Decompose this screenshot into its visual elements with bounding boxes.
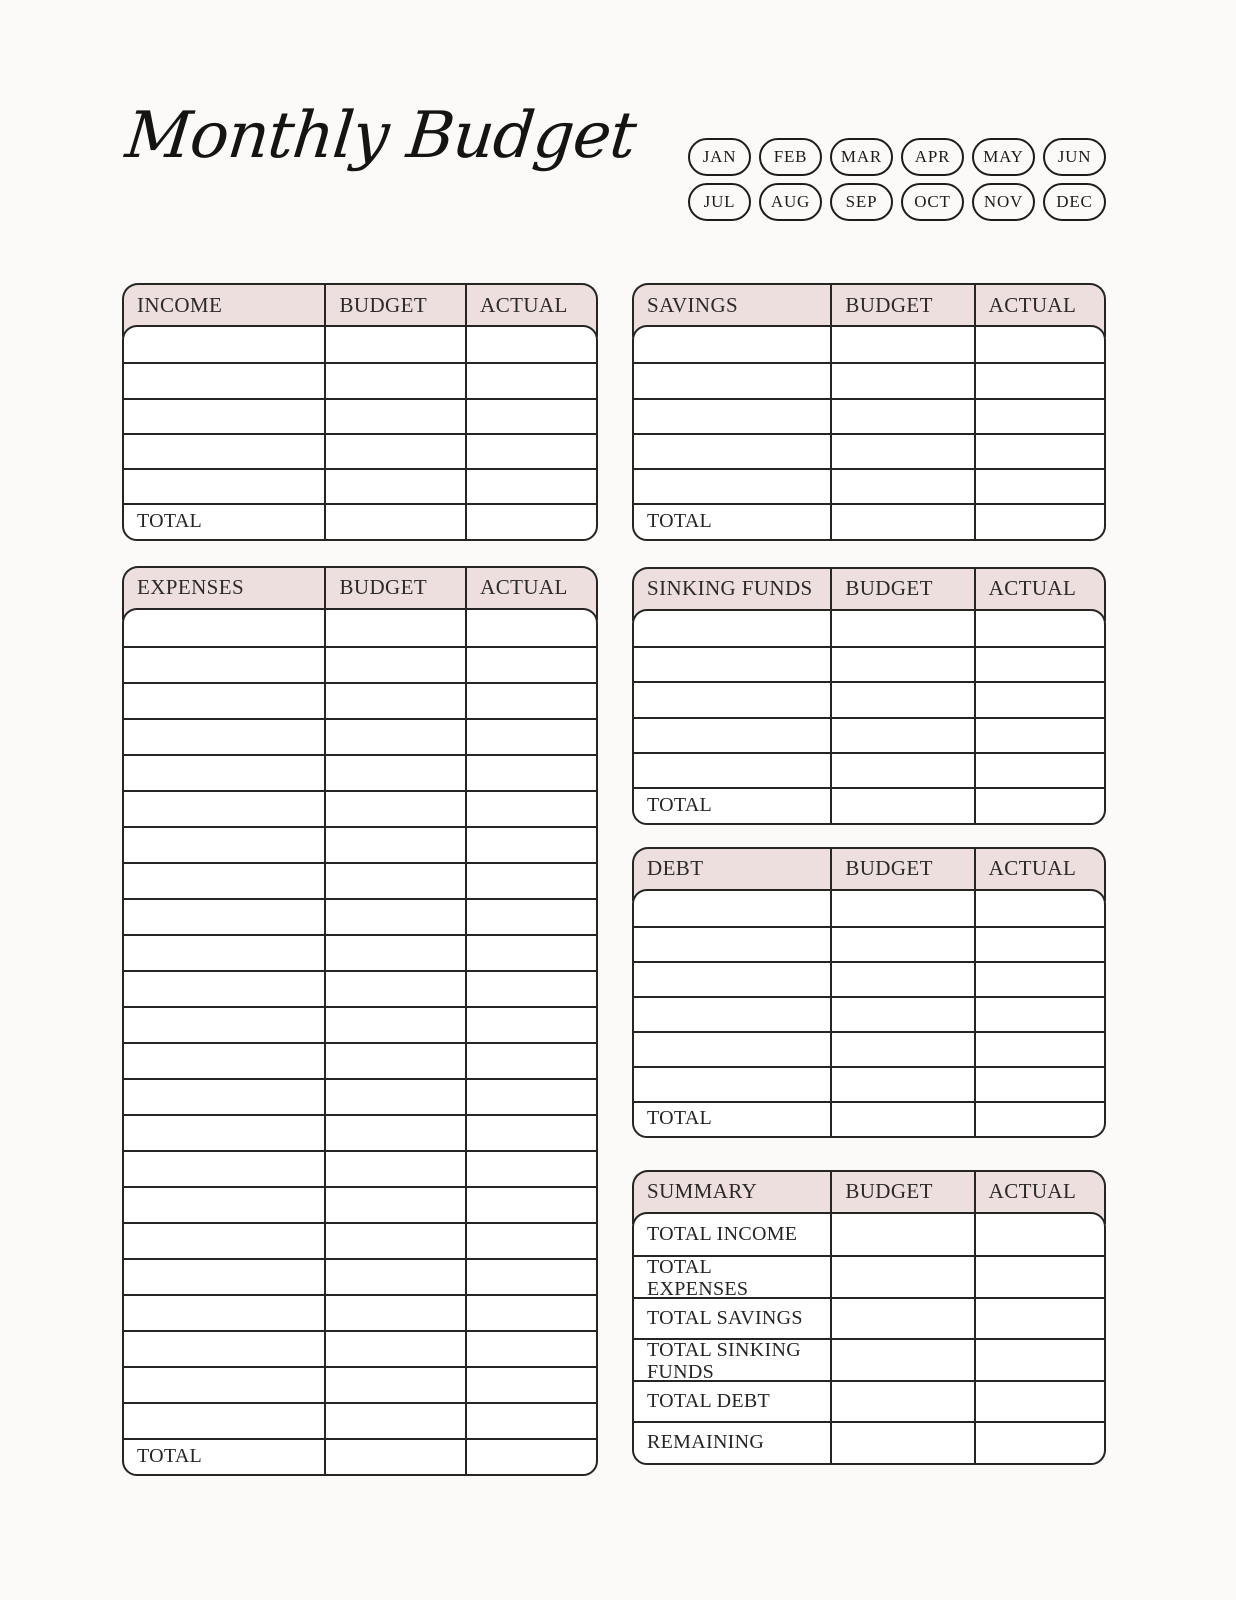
savings-row [634,468,1104,503]
sinking_funds-row [634,646,1104,681]
expenses-row [124,934,596,970]
savings-cell[interactable] [832,435,975,468]
month-pill-sep[interactable]: SEP [830,183,893,221]
month-pill-feb[interactable]: FEB [759,138,822,176]
expenses-cell[interactable] [326,720,467,754]
expenses-cell[interactable] [124,1116,326,1150]
savings-table-body [632,325,1106,541]
expenses-row [124,1330,596,1366]
income-budget-header: BUDGET [326,285,467,325]
expenses-row [124,754,596,790]
summary-cell[interactable] [832,1257,975,1300]
expenses-cell[interactable] [124,1224,326,1258]
month-pill-may[interactable]: MAY [972,138,1035,176]
debt-cell[interactable] [634,963,832,996]
debt-budget-header: BUDGET [832,849,975,889]
debt-table-body [632,889,1106,1138]
debt-cell[interactable] [832,1068,975,1101]
savings-cell[interactable] [976,327,1104,362]
sinking_funds-row [634,611,1104,646]
expenses-row [124,862,596,898]
savings-cell[interactable] [634,400,832,433]
expenses-cell[interactable] [326,1080,467,1114]
income-cell[interactable] [467,364,596,397]
summary-table [632,1170,1106,1465]
debt-table [632,847,1106,1138]
month-row-1 [688,138,1106,176]
sinking_funds-row [634,787,1104,822]
debt-row [634,1101,1104,1136]
month-pill-mar[interactable]: MAR [830,138,893,176]
debt-cell[interactable] [976,928,1104,961]
expenses-cell[interactable] [124,936,326,970]
expenses-cell[interactable] [326,1332,467,1366]
sinking_funds-cell[interactable] [976,754,1104,787]
savings-cell[interactable] [976,505,1104,538]
income-cell[interactable] [326,470,467,503]
expenses-row [124,646,596,682]
summary-table-body [632,1212,1106,1465]
sinking_funds-row [634,752,1104,787]
sinking_funds-cell[interactable] [634,719,832,752]
expenses-cell[interactable] [467,684,596,718]
expenses-cell[interactable] [124,1008,326,1042]
income-cell[interactable] [326,327,467,362]
expenses-cell[interactable] [326,1368,467,1402]
expenses-cell[interactable] [124,972,326,1006]
sinking_funds-cell[interactable] [976,789,1104,822]
debt-cell[interactable] [634,998,832,1031]
expenses-cell[interactable] [326,936,467,970]
sinking-funds-budget-header: BUDGET [832,569,975,609]
expenses-cell[interactable] [467,1044,596,1078]
expenses-cell[interactable] [467,1440,596,1474]
expenses-row [124,1186,596,1222]
expenses-row [124,1222,596,1258]
savings-cell[interactable] [832,505,975,538]
debt-cell[interactable] [634,1033,832,1066]
debt-cell[interactable] [976,1068,1104,1101]
sinking_funds-row [634,717,1104,752]
debt-cell[interactable] [832,1033,975,1066]
expenses-cell[interactable] [467,1008,596,1042]
savings-cell [634,505,832,538]
expenses-total-label: TOTAL [137,1444,203,1467]
debt-cell[interactable] [634,928,832,961]
income-header-label: INCOME [124,285,326,325]
sinking-funds-header-label: SINKING FUNDS [634,569,832,609]
expenses-row [124,718,596,754]
income-row [124,362,596,397]
income-cell[interactable] [467,400,596,433]
sinking_funds-cell[interactable] [832,648,975,681]
savings-cell[interactable] [832,400,975,433]
savings-header-label: SAVINGS [634,285,832,325]
savings-row [634,433,1104,468]
sinking_funds-cell[interactable] [634,683,832,716]
expenses-table [122,566,598,1476]
sinking_funds-cell [634,789,832,822]
expenses-cell[interactable] [467,1188,596,1222]
expenses-row [124,898,596,934]
expenses-cell[interactable] [467,1368,596,1402]
expenses-row [124,1294,596,1330]
expenses-cell[interactable] [326,1044,467,1078]
sinking-funds-table [632,567,1106,825]
month-pill-jan[interactable]: JAN [688,138,751,176]
debt-cell[interactable] [634,891,832,926]
debt-row [634,1066,1104,1101]
expenses-row [124,1366,596,1402]
debt-cell [634,1103,832,1136]
expenses-cell[interactable] [467,792,596,826]
expenses-row [124,1438,596,1474]
month-pill-aug[interactable]: AUG [759,183,822,221]
expenses-row [124,1006,596,1042]
summary-cell [634,1423,832,1463]
savings-table [632,283,1106,541]
debt-cell[interactable] [832,1103,975,1136]
expenses-cell[interactable] [326,756,467,790]
expenses-cell[interactable] [124,1080,326,1114]
debt-row [634,996,1104,1031]
debt-total-label: TOTAL [647,1107,713,1130]
month-selector [688,138,1106,221]
summary-row [634,1214,1104,1256]
income-cell[interactable] [467,470,596,503]
summary-cell [634,1382,832,1422]
expenses-cell[interactable] [124,1368,326,1402]
savings-cell[interactable] [976,364,1104,397]
sinking-funds-table-body [632,609,1106,825]
summary-row-label: TOTAL SINKING FUNDS [647,1339,801,1383]
sinking_funds-cell[interactable] [832,754,975,787]
income-total-label: TOTAL [137,510,203,533]
income-cell[interactable] [124,400,326,433]
expenses-budget-header: BUDGET [326,568,467,608]
debt-cell[interactable] [832,963,975,996]
savings-row [634,398,1104,433]
summary-cell[interactable] [976,1257,1104,1300]
expenses-cell[interactable] [124,684,326,718]
summary-cell[interactable] [976,1423,1104,1463]
summary-cell[interactable] [976,1214,1104,1256]
summary-cell [634,1299,832,1339]
page-header [0,0,1236,250]
summary-cell[interactable] [832,1214,975,1256]
expenses-cell[interactable] [467,936,596,970]
expenses-cell[interactable] [124,864,326,898]
expenses-row [124,1042,596,1078]
expenses-cell[interactable] [124,792,326,826]
sinking_funds-cell[interactable] [634,648,832,681]
expenses-cell[interactable] [326,684,467,718]
savings-cell[interactable] [832,470,975,503]
income-cell[interactable] [326,505,467,538]
expenses-cell[interactable] [326,1440,467,1474]
expenses-cell[interactable] [467,900,596,934]
sinking_funds-cell[interactable] [976,611,1104,646]
expenses-row [124,1150,596,1186]
expenses-cell[interactable] [467,864,596,898]
month-pill-nov[interactable]: NOV [972,183,1035,221]
sinking_funds-cell[interactable] [832,789,975,822]
expenses-cell[interactable] [467,756,596,790]
debt-cell[interactable] [976,963,1104,996]
expenses-cell[interactable] [467,1260,596,1294]
expenses-cell[interactable] [326,900,467,934]
debt-row [634,1031,1104,1066]
summary-actual-header: ACTUAL [988,1179,1077,1204]
debt-row [634,891,1104,926]
savings-cell[interactable] [634,435,832,468]
expenses-cell[interactable] [124,648,326,682]
expenses-row [124,682,596,718]
expenses-cell[interactable] [467,720,596,754]
expenses-cell[interactable] [467,1080,596,1114]
expenses-cell[interactable] [124,1152,326,1186]
summary-cell[interactable] [832,1382,975,1422]
expenses-cell[interactable] [124,610,326,646]
sinking_funds-row [634,681,1104,716]
income-cell [124,505,326,538]
debt-cell[interactable] [634,1068,832,1101]
expenses-cell[interactable] [467,648,596,682]
savings-budget-header: BUDGET [832,285,975,325]
savings-row [634,362,1104,397]
expenses-cell[interactable] [124,1296,326,1330]
expenses-cell[interactable] [326,648,467,682]
month-pill-jul[interactable]: JUL [688,183,751,221]
savings-cell[interactable] [976,470,1104,503]
summary-cell [634,1340,832,1383]
summary-cell[interactable] [976,1382,1104,1422]
savings-cell[interactable] [634,327,832,362]
page-title: Monthly Budget [122,99,639,173]
expenses-cell[interactable] [326,1152,467,1186]
expenses-row [124,826,596,862]
income-row [124,468,596,503]
sinking_funds-cell[interactable] [832,611,975,646]
expenses-cell[interactable] [124,1260,326,1294]
expenses-cell[interactable] [467,828,596,862]
right-column [632,283,1106,1476]
expenses-table-body [122,608,598,1476]
savings-cell[interactable] [832,327,975,362]
summary-budget-header: BUDGET [832,1172,975,1212]
debt-cell[interactable] [832,998,975,1031]
debt-actual-header: ACTUAL [988,856,1077,881]
sinking_funds-cell[interactable] [832,683,975,716]
expenses-cell[interactable] [326,828,467,862]
expenses-cell[interactable] [326,972,467,1006]
income-cell[interactable] [124,470,326,503]
expenses-cell[interactable] [326,1296,467,1330]
savings-cell[interactable] [832,364,975,397]
expenses-row [124,1078,596,1114]
summary-cell[interactable] [976,1340,1104,1383]
month-pill-apr[interactable]: APR [901,138,964,176]
expenses-row [124,1402,596,1438]
expenses-actual-header: ACTUAL [480,575,568,600]
sinking_funds-cell[interactable] [976,719,1104,752]
expenses-row [124,610,596,646]
income-table [122,283,598,541]
expenses-cell[interactable] [467,1224,596,1258]
income-cell[interactable] [467,435,596,468]
expenses-cell[interactable] [124,828,326,862]
sinking-funds-actual-header: ACTUAL [988,576,1077,601]
summary-row-label: TOTAL DEBT [647,1389,771,1412]
expenses-row [124,1258,596,1294]
summary-row-label: TOTAL EXPENSES [647,1256,749,1300]
income-cell[interactable] [124,435,326,468]
income-cell[interactable] [467,327,596,362]
debt-header-label: DEBT [634,849,832,889]
expenses-cell[interactable] [124,720,326,754]
expenses-cell[interactable] [326,1260,467,1294]
summary-cell [634,1214,832,1256]
month-pill-oct[interactable]: OCT [901,183,964,221]
income-row [124,433,596,468]
savings-actual-header: ACTUAL [988,292,1077,317]
expenses-cell[interactable] [467,610,596,646]
summary-cell[interactable] [832,1423,975,1463]
savings-cell[interactable] [634,470,832,503]
sinking_funds-cell[interactable] [976,683,1104,716]
income-cell[interactable] [326,435,467,468]
expenses-row [124,1114,596,1150]
savings-row [634,327,1104,362]
expenses-cell[interactable] [467,1404,596,1438]
savings-row [634,503,1104,538]
income-cell[interactable] [124,364,326,397]
income-cell[interactable] [326,364,467,397]
budget-tables [122,283,1106,1476]
sinking_funds-total-label: TOTAL [647,794,713,817]
expenses-cell[interactable] [124,1188,326,1222]
debt-row [634,961,1104,996]
expenses-cell[interactable] [326,1404,467,1438]
summary-cell[interactable] [976,1299,1104,1339]
savings-cell[interactable] [976,435,1104,468]
month-row-2 [688,183,1106,221]
expenses-cell [124,1440,326,1474]
debt-cell[interactable] [832,891,975,926]
month-pill-dec[interactable]: DEC [1043,183,1106,221]
month-pill-jun[interactable]: JUN [1043,138,1106,176]
expenses-row [124,970,596,1006]
expenses-row [124,790,596,826]
debt-cell[interactable] [832,928,975,961]
savings-cell[interactable] [976,400,1104,433]
income-cell[interactable] [467,505,596,538]
expenses-cell[interactable] [467,972,596,1006]
sinking_funds-cell[interactable] [634,611,832,646]
expenses-header-label: EXPENSES [124,568,326,608]
expenses-cell[interactable] [467,1116,596,1150]
sinking_funds-cell[interactable] [976,648,1104,681]
expenses-cell[interactable] [467,1152,596,1186]
expenses-cell[interactable] [124,756,326,790]
expenses-cell[interactable] [467,1332,596,1366]
expenses-cell[interactable] [467,1296,596,1330]
summary-row [634,1255,1104,1300]
summary-row-label: REMAINING [647,1431,765,1454]
income-actual-header: ACTUAL [480,292,568,317]
expenses-cell[interactable] [326,792,467,826]
summary-row [634,1297,1104,1339]
debt-cell[interactable] [976,891,1104,926]
left-column [122,283,598,1476]
income-row [124,327,596,362]
expenses-cell[interactable] [124,1404,326,1438]
income-row [124,398,596,433]
summary-cell[interactable] [832,1340,975,1383]
debt-cell[interactable] [976,1033,1104,1066]
summary-header-label: SUMMARY [634,1172,832,1212]
expenses-cell[interactable] [326,1008,467,1042]
expenses-cell[interactable] [326,1116,467,1150]
savings-cell[interactable] [634,364,832,397]
summary-row-label: TOTAL INCOME [647,1222,798,1245]
expenses-cell[interactable] [124,900,326,934]
expenses-cell[interactable] [326,1224,467,1258]
debt-cell[interactable] [976,1103,1104,1136]
income-row [124,503,596,538]
summary-row-label: TOTAL SAVINGS [647,1306,803,1329]
expenses-cell[interactable] [124,1044,326,1078]
summary-cell[interactable] [832,1299,975,1339]
sinking_funds-cell[interactable] [832,719,975,752]
expenses-cell[interactable] [326,1188,467,1222]
income-cell[interactable] [124,327,326,362]
debt-row [634,926,1104,961]
expenses-cell[interactable] [326,864,467,898]
income-cell[interactable] [326,400,467,433]
summary-row [634,1421,1104,1463]
summary-cell [634,1257,832,1300]
sinking_funds-cell[interactable] [634,754,832,787]
expenses-cell[interactable] [124,1332,326,1366]
expenses-cell[interactable] [326,610,467,646]
savings-total-label: TOTAL [647,510,713,533]
summary-row [634,1380,1104,1422]
debt-cell[interactable] [976,998,1104,1031]
income-table-body [122,325,598,541]
summary-row [634,1338,1104,1383]
